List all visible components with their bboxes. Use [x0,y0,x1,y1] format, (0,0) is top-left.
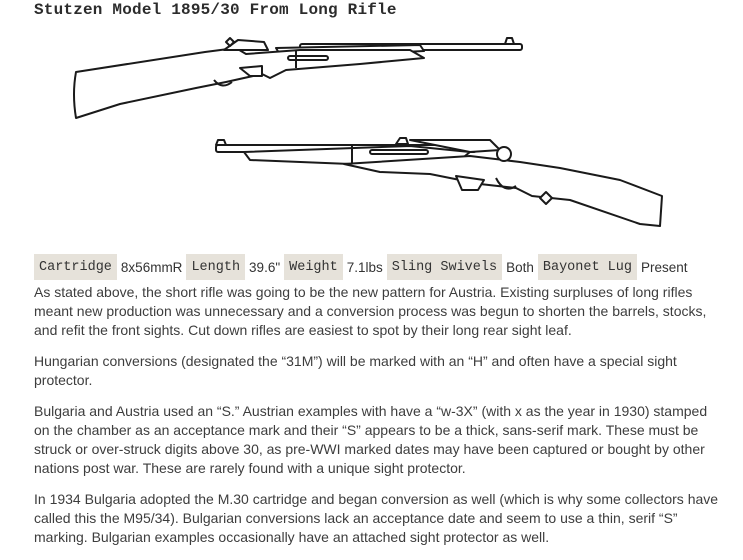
spec-label-bayonet-lug: Bayonet Lug [538,254,637,280]
spec-bar [34,254,692,280]
spec-value-length: 39.6" [249,259,281,275]
rifle-right-view [216,138,662,226]
paragraph: In 1934 Bulgaria adopted the M.30 cartridge and began conversion as well (which is why some collectors have called this the M95/34). Bulgarian conversions lack an acceptance date and seem to use a thin, serif “S” marking. Bulgarian examples occasionally have an attached sight protector as well. [34,491,719,545]
spec-value-weight: 7.1lbs [346,259,383,275]
spec-value-bayonet-lug: Present [641,259,688,275]
paragraph: As stated above, the short rifle was going to be the new pattern for Austria. Existing surpluses of long rifles meant new production was unnecessary and a conversion process was begun to shorten the barrels, stocks, and refit the front sights. Cut down rifles are easiest to spot by their long rear sight leaf. [34,284,707,338]
paragraph: Hungarian conversions (designated the “31M”) will be marked with an “H” and often have a special sight protector. [34,353,677,388]
article-body [34,283,724,559]
spec-label-weight: Weight [284,254,343,280]
spec-label-length: Length [186,254,245,280]
page-title: Stutzen Model 1895/30 From Long Rifle [34,1,397,19]
spec-value-cartridge: 8x56mmR [120,259,183,275]
spec-label-cartridge: Cartridge [34,254,117,280]
spec-value-sling-swivels: Both [506,259,534,275]
spec-label-sling-swivels: Sling Swivels [387,254,502,280]
rifle-illustration [0,28,743,248]
paragraph: Bulgaria and Austria used an “S.” Austrian examples with have a “w-3X” (with x as the year in 1930) stamped on the chamber as an acceptance mark and their “S” appears to be a thick, sans-serif mark. These must be struck or over-struck digits above 30, as pre-WWI marked dates may have been captured or bought by other nations post war. These are rarely found with a unique sight protector. [34,403,708,476]
rifle-left-view [74,38,522,118]
